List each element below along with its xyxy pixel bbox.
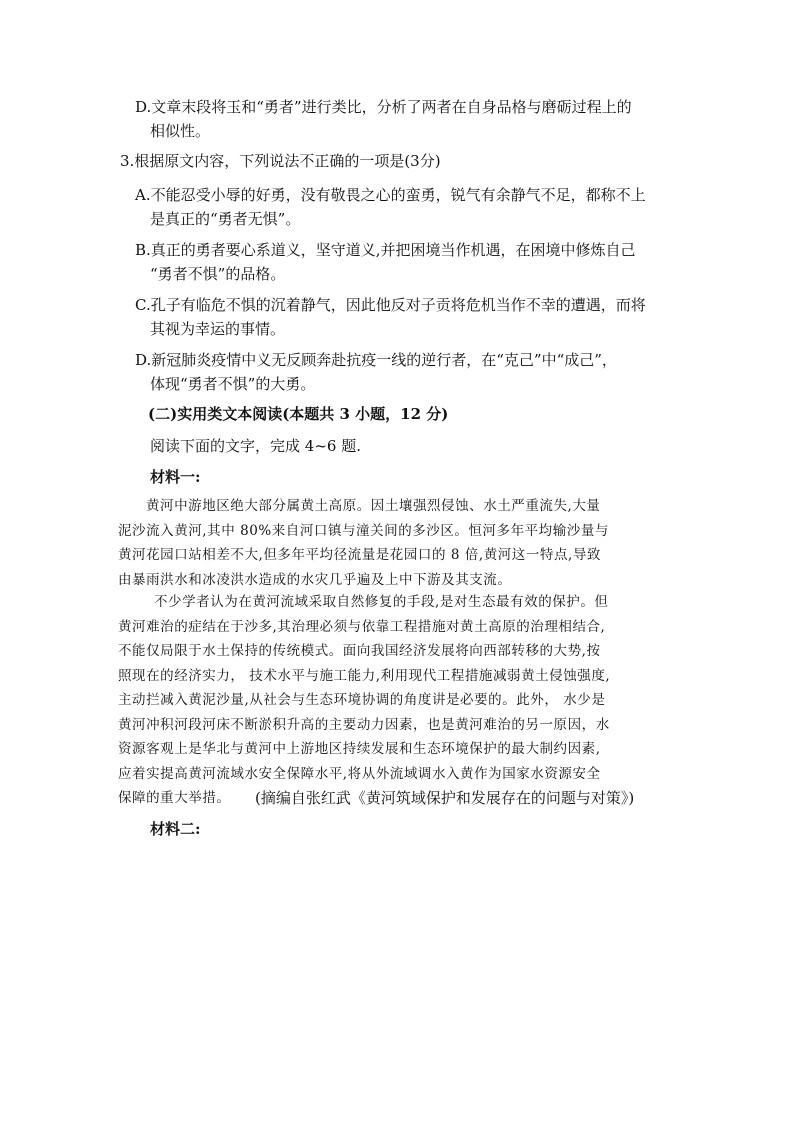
section-2-title: (二)实用类文本阅读(本题共 3 小题，12 分) — [148, 405, 449, 423]
paragraph-2-line: 主动拦减入黄泥沙量,从社会与生态环境协调的角度讲是必要的。此外， 水少是 — [118, 692, 606, 708]
option-c-line-2: 其视为幸运的事情。 — [150, 320, 286, 338]
paragraph-2-line: 黄河难治的症结在于沙多,其治理必须与依靠工程措施对黄土高原的治理相结合, — [118, 618, 606, 635]
paragraph-2-line: 保障的重大举措。 — [118, 790, 231, 806]
paragraph-2-line: 资源客观上是华北与黄河中上游地区持续发展和生态环境保护的最大制约因素, — [118, 741, 601, 757]
paragraph-2-line: 黄河冲积河段河床不断淤积升高的主要动力因素，也是黄河难治的另一原因，水 — [118, 716, 610, 733]
option-b-line-2: “勇者不惧”的品格。 — [150, 265, 286, 283]
material-1-source: (摘编自张红武《黄河筑域保护和发展存在的问题与对策》) — [255, 789, 635, 807]
option-d-line-2: 体现“勇者不惧”的大勇。 — [150, 375, 316, 393]
question-3-option-b — [135, 238, 636, 286]
option-d-top-line-2: 相似性。 — [150, 122, 211, 140]
option-d-line-1: D.新冠肺炎疫情中义无反顾奔赴抗疫一线的逆行者，在“克己”中“成己”， — [135, 351, 617, 369]
material-1-paragraph-1 — [118, 494, 609, 592]
paragraph-1-line: 由暴雨洪水和冰凌洪水造成的水灾几乎遍及上中下游及其支流。 — [118, 571, 512, 588]
paragraph-2-line: 照现在的经济实力， 技术水平与施工能力,利用现代工程措施减弱黄土侵蚀强度, — [118, 667, 611, 684]
material-1-label: 材料一: — [150, 468, 201, 486]
question-3-title: 3.根据原文内容，下列说法不正确的一项是(3分) — [120, 152, 441, 170]
option-a-line-2: 是真正的“勇者无惧”。 — [150, 210, 301, 228]
paragraph-2-line: 不能仅局限于水土保持的传统模式。面向我国经济发展将向西部转移的大势,按 — [118, 643, 601, 659]
option-d-top — [135, 95, 632, 143]
paragraph-1-line: 泥沙流入黄河,其中 80%来自河口镇与潼关间的多沙区。恒河多年平均输沙量与 — [118, 522, 609, 539]
paragraph-1-line: 黄河花园口站相差不大,但多年平均径流量是花园口的 8 倍,黄河这一特点,导致 — [118, 547, 601, 563]
option-c-line-1: C.孔子有临危不惧的沉着静气，因此他反对子贡将危机当作不幸的遭遇，而将 — [135, 296, 646, 314]
paragraph-1-line: 黄河中游地区绝大部分属黄土高原。因土壤强烈侵蚀、水土严重流失,大量 — [146, 498, 601, 514]
paragraph-2-line: 应着实提高黄河流域水安全保障水平,将从外流域调水入黄作为国家水资源安全 — [118, 765, 601, 782]
option-b-line-1: B.真正的勇者要心系道义，坚守道义,并把困境当作机遇，在困境中修炼自己 — [135, 241, 636, 259]
question-3-option-c — [135, 293, 646, 341]
material-1-paragraph-2 — [118, 590, 610, 811]
option-a-line-1: A.不能忍受小辱的好勇，没有敬畏之心的蛮勇，锐气有余静气不足，都称不上 — [135, 186, 646, 204]
paragraph-2-line: 不少学者认为在黄河流域采取自然修复的手段,是对生态最有效的保护。但 — [154, 594, 609, 610]
section-2-instruction: 阅读下面的文字，完成 4~6 题. — [150, 437, 361, 455]
question-3-option-a — [135, 183, 646, 231]
material-2-label: 材料二: — [150, 820, 201, 838]
question-3-option-d — [135, 348, 617, 396]
option-d-top-line-1: D.文章末段将玉和“勇者”进行类比，分析了两者在自身品格与磨砺过程上的 — [135, 98, 632, 116]
